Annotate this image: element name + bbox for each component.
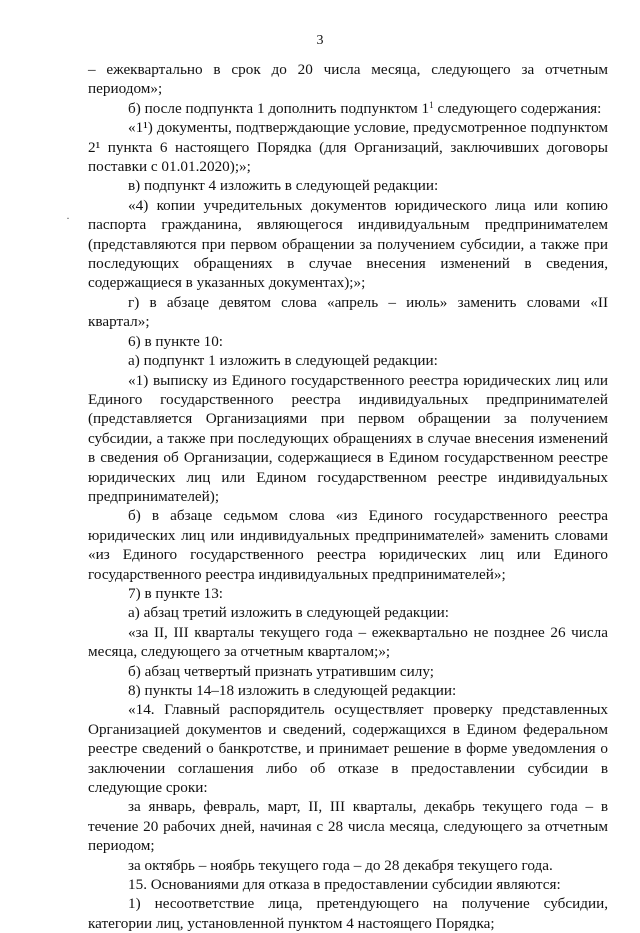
paragraph: «1) выписку из Единого государственного реестра юридических лиц или Единого государственного реестра индивидуальных предпринимателей (представляется Организациями при первом обращении за получением субсидии, а также при последующих обращениях в случае внесения изменений в сведения об Организации, содержащиеся в Едином государственном реестре юридических лиц или Едином государственном реестре индивидуальных предпринимателей); bbox=[88, 371, 608, 505]
paragraph: «1¹) документы, подтверждающие условие, предусмотренное подпунктом 2¹ пункта 6 настоящего Порядка (для Организаций, заключивших договоры поставки с 01.01.2020);»; bbox=[88, 119, 608, 176]
paragraph: 1) несоответствие лица, претендующего на получение субсидии, категории лиц, установленной пунктом 4 настоящего Порядка; bbox=[88, 895, 608, 932]
margin-mark: · bbox=[66, 211, 70, 225]
paragraph: «14. Главный распорядитель осуществляет проверку представленных Организацией документов и сведений, содержащихся в Едином федеральном реестре сведений о банкротстве, и принимает решение в форме уведомления о заключении соглашения либо об отказе в предоставлении субсидии в следующие сроки: bbox=[88, 701, 608, 797]
paragraph: «за II, III кварталы текущего года – ежеквартально не позднее 26 числа месяца, следующего за отчетным кварталом;»; bbox=[88, 623, 608, 661]
paragraph: б) абзац четвертый признать утратившим силу; bbox=[128, 662, 434, 680]
paragraph: а) подпункт 1 изложить в следующей редакции: bbox=[128, 352, 438, 370]
paragraph: – ежеквартально в срок до 20 числа месяца, следующего за отчетным периодом»; bbox=[88, 61, 608, 98]
paragraph: а) абзац третий изложить в следующей редакции: bbox=[128, 604, 449, 622]
paragraph: за январь, февраль, март, II, III кварталы, декабрь текущего года – в течение 20 рабочих дней, начиная с 28 числа месяца, следующего за отчетным периодом; bbox=[88, 798, 608, 855]
paragraph: 15. Основаниями для отказа в предоставлении субсидии являются: bbox=[128, 876, 561, 894]
page-number: 3 bbox=[316, 33, 324, 48]
superscript: 1 bbox=[429, 99, 434, 110]
document-body bbox=[88, 60, 608, 933]
paragraph: 8) пункты 14–18 изложить в следующей редакции: bbox=[128, 682, 457, 699]
paragraph-text: б) после подпункта 1 дополнить подпунктом 1 bbox=[128, 99, 430, 117]
paragraph: б) в абзаце седьмом слова «из Единого государственного реестра юридических лиц или индивидуальных предпринимателей» заменить словами «из Единого государственного реестра юридических лиц или Единого государственного реестра индивидуальных предпринимателей»; bbox=[88, 507, 608, 583]
paragraph: г) в абзаце девятом слова «апрель – июль» заменить словами «II квартал»; bbox=[88, 293, 608, 331]
paragraph: 6) в пункте 10: bbox=[128, 332, 224, 350]
paragraph: 7) в пункте 13: bbox=[128, 584, 224, 602]
paragraph-text: следующего содержания: bbox=[433, 99, 602, 117]
paragraph: за октябрь – ноябрь текущего года – до 28 декабря текущего года. bbox=[128, 856, 553, 874]
paragraph: в) подпункт 4 изложить в следующей редакции: bbox=[128, 177, 439, 195]
paragraph bbox=[88, 99, 608, 118]
paragraph: «4) копии учредительных документов юридического лица или копию паспорта гражданина, являющегося индивидуальным предпринимателем (представляются при первом обращении за получением субсидии, а также при последующих обращениях в случае внесения изменений в сведения, содержащиеся в указанных документах);»; bbox=[88, 196, 608, 292]
